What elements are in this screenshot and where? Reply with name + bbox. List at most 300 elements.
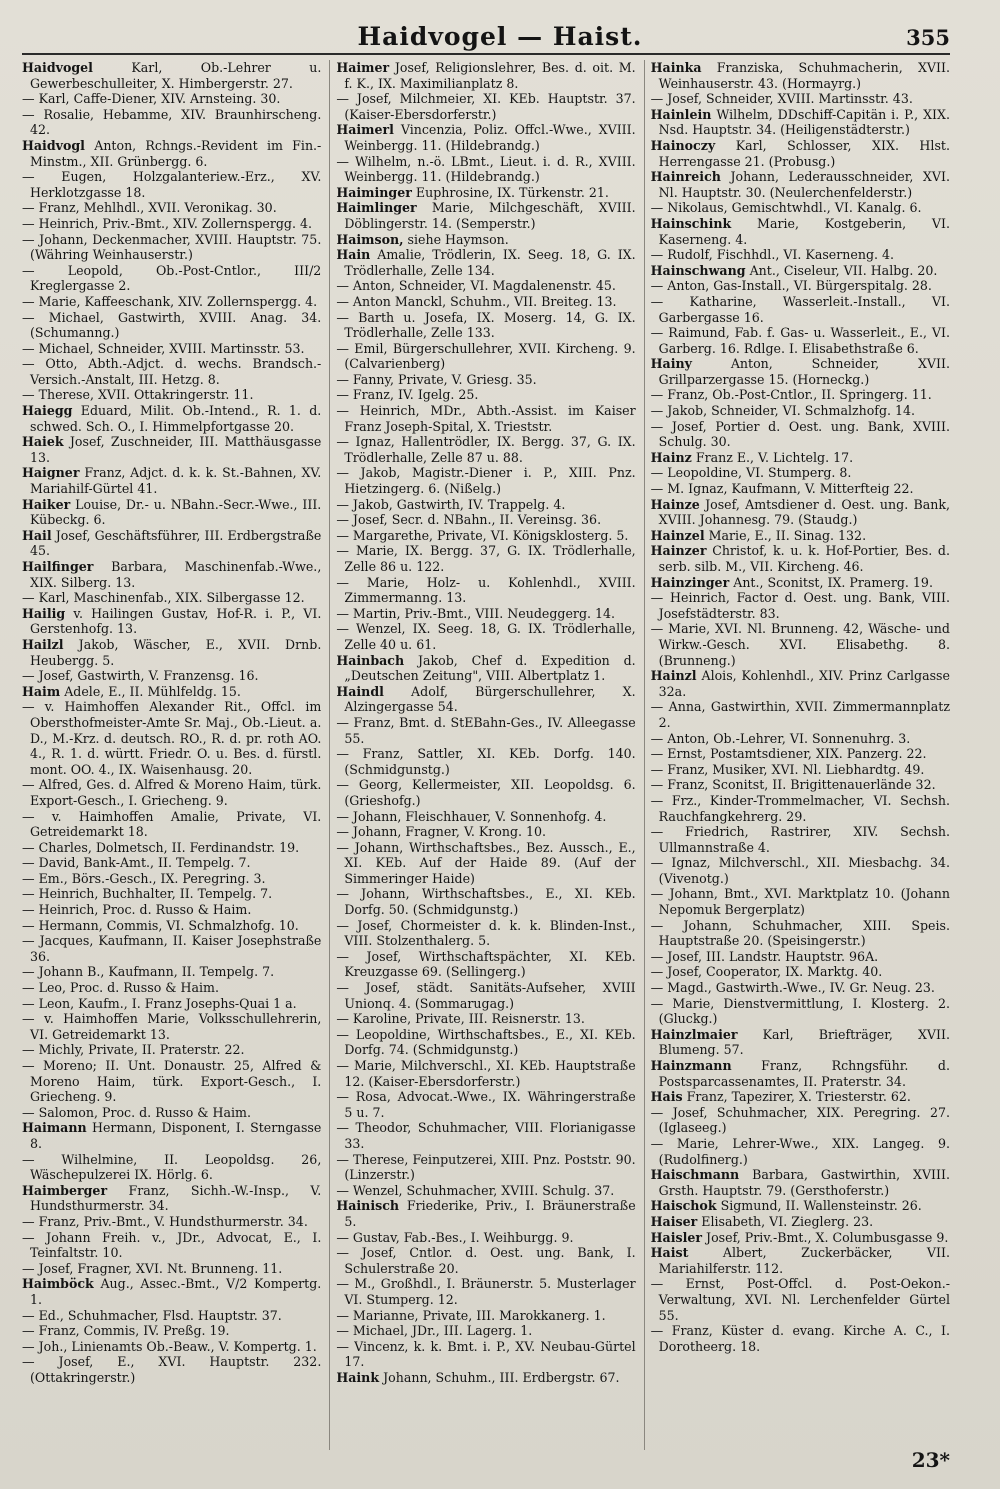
directory-entry [22, 1120, 321, 1151]
entry-details: — Martin, Priv.-Bmt., VIII. Neudeggerg. 14. [336, 605, 616, 621]
entry-details: — Marie, Dienstvermittlung, I. Klosterg. 2. (Gluckg.) [650, 995, 950, 1027]
directory-entry [336, 980, 635, 1011]
entry-details: Franz, Adjct. d. k. k. St.-Bahnen, XV. Mariahilf-Gürtel 41. [30, 465, 322, 497]
entry-surname: Haim [22, 683, 61, 699]
entry-surname: Hainzer [650, 543, 707, 559]
entry-details: — Michael, JDr., III. Lagerg. 1. [336, 1323, 533, 1339]
entry-surname: Haidvogl [22, 137, 85, 153]
entry-details: — Josef, Schneider, XVIII. Martinsstr. 43. [650, 91, 913, 107]
directory-entry [651, 263, 950, 279]
directory-entry [651, 1027, 950, 1058]
directory-entry [651, 980, 950, 996]
entry-details: — Leon, Kaufm., I. Franz Josephs-Quai 1 a. [22, 995, 297, 1011]
directory-entry [651, 590, 950, 621]
entry-surname: Haimböck [22, 1276, 94, 1292]
entry-details: — Karoline, Private, III. Reisnerstr. 13. [336, 1011, 585, 1027]
entry-details: — Josef, Gastwirth, V. Franzensg. 16. [22, 668, 259, 684]
directory-entry [336, 122, 635, 153]
entry-details: — Vincenz, k. k. Bmt. i. P., XV. Neubau-Gürtel 17. [336, 1338, 636, 1370]
entry-details: — Josef, Chormeister d. k. k. Blinden-Inst., VIII. Stolzenthalerg. 5. [336, 917, 636, 949]
directory-entry [651, 1230, 950, 1246]
entry-details: Friederike, Priv., I. Bräunerstraße 5. [344, 1198, 636, 1229]
directory-entry [336, 653, 635, 684]
directory-entry [336, 387, 635, 403]
directory-entry [22, 528, 321, 559]
page-title: Haidvogel — Haist. [357, 22, 643, 51]
directory-entry [651, 1105, 950, 1136]
entry-details: — Margarethe, Private, VI. Königsklosterg. 5. [336, 527, 629, 543]
entry-details: — Michael, Gastwirth, XVIII. Anag. 34. (Schumanng.) [22, 309, 322, 341]
directory-entry [336, 247, 635, 278]
entry-details: — v. Haimhoffen Alexander Rit., Offcl. im Obersthofmeister-Amte Sr. Maj., Ob.-Lieut. a. D., M.-Krz. d. deutsch. RO., R. d. pr. roth AO. 4., R. 1. d. württ. Friedr. O. u. Bes. d. fürstl. mont. OO. 4., IX. Waisenhausg. 20. [22, 699, 322, 777]
entry-surname: Hain [336, 247, 371, 263]
directory-entry [336, 1027, 635, 1058]
entry-details: — Michael, Schneider, XVIII. Martinsstr. 53. [22, 340, 305, 356]
directory-entry [22, 699, 321, 777]
entry-details: — Alfred, Ges. d. Alfred & Moreno Haim, türk. Export-Gesch., I. Griecheng. 9. [22, 777, 322, 808]
entry-surname: Hainy [650, 356, 692, 372]
entry-details: Elisabeth, VI. Zieglerg. 23. [701, 1213, 874, 1229]
entry-surname: Haiser [650, 1213, 698, 1229]
directory-entry [651, 746, 950, 762]
directory-entry [22, 1339, 321, 1355]
directory-entry [336, 918, 635, 949]
entry-details: — Leopold, Ob.-Post-Cntlor., III/2 Kreglergasse 2. [22, 262, 322, 294]
directory-entry [336, 1308, 635, 1324]
entry-surname: Hainka [650, 60, 702, 75]
directory-entry [651, 325, 950, 356]
directory-entry [651, 1323, 950, 1354]
directory-entry [336, 684, 635, 715]
directory-entry [336, 403, 635, 434]
directory-entry [336, 1011, 635, 1027]
directory-entry [336, 1120, 635, 1151]
entry-details: — Anna, Gastwirthin, XVII. Zimmermannplatz 2. [650, 699, 950, 730]
entry-details: — Therese, Feinputzerei, XIII. Pnz. Poststr. 90. (Linzerstr.) [336, 1151, 636, 1183]
directory-entry [651, 200, 950, 216]
entry-details: — Gustav, Fab.-Bes., I. Weihburgg. 9. [336, 1229, 574, 1245]
entry-details: — Moreno; II. Unt. Donaustr. 25, Alfred & Moreno Haim, türk. Export-Gesch., I. Griecheng. 9. [22, 1058, 322, 1105]
entry-details: v. Hailingen Gustav, Hof-R. i. P., VI. Gerstenhofg. 13. [30, 605, 322, 637]
entry-details: Franz E., V. Lichtelg. 17. [695, 449, 854, 465]
directory-entry [22, 1230, 321, 1261]
entry-surname: Hainz [650, 449, 692, 465]
entry-details: — Johann B., Kaufmann, II. Tempelg. 7. [22, 964, 275, 980]
entry-details: Jakob, Wäscher, E., XVII. Drnb. Heubergg. 5. [30, 636, 322, 668]
entry-details: — Franz, Bmt. d. StEBahn-Ges., IV. Alleegasse 55. [336, 714, 636, 746]
entry-details: — Franz, Sconitst, II. Brigittenauerlände 32. [650, 777, 936, 793]
directory-entry [651, 1198, 950, 1214]
entry-details: — Rosalie, Hebamme, XIV. Braunhirscheng. 42. [22, 106, 322, 138]
entry-details: — Magd., Gastwirth.-Wwe., IV. Gr. Neug. 23. [650, 980, 935, 996]
entry-surname: Hainoczy [650, 137, 716, 153]
entry-details: — Ed., Schuhmacher, Flsd. Hauptstr. 37. [22, 1307, 282, 1323]
entry-details: Johann, Schuhm., III. Erdbergstr. 67. [383, 1369, 620, 1385]
entry-details: — Heinrich, MDr., Abth.-Assist. im Kaiser Franz Joseph-Spital, X. Trieststr. [336, 403, 636, 434]
entry-details: Josef, Priv.-Bmt., X. Columbusgasse 9. [706, 1229, 949, 1245]
entry-surname: Hailzl [22, 636, 64, 652]
entry-details: — Heinrich, Proc. d. Russo & Haim. [22, 902, 252, 918]
directory-entry [336, 1058, 635, 1089]
entry-details: — Marie, IX. Bergg. 37, G. IX. Trödlerhalle, Zelle 86 u. 122. [336, 543, 636, 574]
entry-details: — Johann, Bmt., XVI. Marktplatz 10. (Johann Nepomuk Bergerplatz) [650, 886, 950, 918]
entry-details: — Theodor, Schuhmacher, VIII. Florianigasse 33. [336, 1120, 636, 1151]
entry-details: — Wenzel, IX. Seeg. 18, G. IX. Trödlerhalle, Zelle 40 u. 61. [336, 621, 636, 652]
entry-details: — Franz, Musiker, XVI. Nl. Liebhardtg. 49. [650, 761, 925, 777]
entry-details: — Fanny, Private, V. Griesg. 35. [336, 371, 537, 387]
entry-details: Christof, k. u. k. Hof-Portier, Bes. d. serb. silb. M., VII. Kircheng. 46. [658, 543, 950, 574]
entry-details: Aug., Assec.-Bmt., V/2 Kompertg. 1. [30, 1276, 322, 1307]
directory-entry [22, 232, 321, 263]
entry-details: — Franz, Commis, IV. Preßg. 19. [22, 1323, 230, 1339]
directory-entry [336, 621, 635, 652]
directory-entry [336, 497, 635, 513]
directory-entry [336, 1370, 635, 1386]
directory-entry [651, 1214, 950, 1230]
directory-entry [336, 341, 635, 372]
directory-entry [651, 497, 950, 528]
entry-surname: Haigner [22, 465, 80, 481]
entry-surname: Haiek [22, 434, 64, 450]
entry-details: — Franz, Mehlhdl., XVII. Veronikag. 30. [22, 200, 277, 216]
directory-entry [651, 543, 950, 574]
directory-entry [651, 575, 950, 591]
entry-details: — Johann, Schuhmacher, XIII. Speis. Hauptstraße 20. (Speisingerstr.) [650, 917, 950, 949]
entry-details: — Emil, Bürgerschullehrer, XVII. Kircheng. 9. (Calvarienberg) [336, 340, 636, 372]
entry-details: — Johann, Wirthschaftsbes., E., XI. KEb. Dorfg. 50. (Schmidgunstg.) [336, 886, 636, 918]
entry-surname: Hainschink [650, 215, 732, 231]
entry-details: Franz, Tapezirer, X. Triesterstr. 62. [686, 1089, 911, 1105]
entry-details: — Rudolf, Fischhdl., VI. Kaserneng. 4. [650, 247, 895, 263]
entry-surname: Hailig [22, 605, 66, 621]
entry-details: — Ignaz, Milchverschl., XII. Miesbachg. 34. (Vivenotg.) [650, 855, 950, 886]
entry-details: — Johann, Fragner, V. Krong. 10. [336, 824, 547, 840]
entry-details: — Georg, Kellermeister, XII. Leopoldsg. 6. (Grieshofg.) [336, 777, 636, 808]
entry-details: Albert, Zuckerbäcker, VII. Mariahilferstr. 112. [658, 1245, 950, 1276]
entry-surname: Haimerl [336, 122, 394, 138]
entry-details: — Anton, Schneider, VI. Magdalenenstr. 45. [336, 278, 616, 294]
directory-entry [22, 590, 321, 606]
directory-entry [651, 699, 950, 730]
entry-details: — Jakob, Gastwirth, IV. Trappelg. 4. [336, 496, 566, 512]
entry-surname: Haimson, [336, 231, 404, 247]
entry-details: — Joh., Linienamts Ob.-Beaw., V. Kompertg. 1. [22, 1338, 317, 1354]
entry-surname: Haisler [650, 1229, 703, 1245]
directory-entry [336, 60, 635, 91]
entry-details: — Josef, Wirthschaftspächter, XI. KEb. Kreuzgasse 69. (Sellingerg.) [336, 948, 636, 980]
directory-entry [651, 621, 950, 668]
directory-entry [22, 1152, 321, 1183]
entry-details: — Barth u. Josefa, IX. Moserg. 14, G. IX. Trödlerhalle, Zelle 133. [336, 309, 636, 341]
entry-surname: Hainze [650, 496, 700, 512]
entry-details: — M., Großhdl., I. Bräunerstr. 5. Musterlager VI. Stumperg. 12. [336, 1276, 636, 1307]
directory-entry [336, 310, 635, 341]
signature-mark: 23* [911, 1448, 950, 1472]
directory-entry [22, 1354, 321, 1385]
directory-entry [22, 1308, 321, 1324]
entry-details: — Josef, Milchmeier, XI. KEb. Hauptstr. 37. (Kaiser-Ebersdorferstr.) [336, 91, 636, 122]
entry-details: — Raimund, Fab. f. Gas- u. Wasserleit., E., VI. Garberg. 16. Rdlge. I. Elisabethstraße 6. [650, 325, 950, 356]
entry-details: — Johann, Fleischhauer, V. Sonnenhofg. 4. [336, 808, 607, 824]
entry-surname: Haiker [22, 496, 71, 512]
directory-entry [22, 138, 321, 169]
entry-details: Josef, Zuschneider, III. Matthäusgasse 13. [30, 434, 322, 465]
directory-entry [336, 232, 635, 248]
entry-details: — Rosa, Advocat.-Wwe., IX. Währingerstraße 5 u. 7. [336, 1089, 636, 1120]
entry-details: — Otto, Abth.-Adjct. d. wechs. Brandsch.-Versich.-Anstalt, III. Hetzg. 8. [22, 356, 322, 387]
entry-details: Barbara, Maschinenfab.-Wwe., XIX. Silberg. 13. [30, 559, 322, 590]
directory-entry [651, 138, 950, 169]
directory-entry [22, 840, 321, 856]
directory-entry [336, 886, 635, 917]
column-1 [22, 60, 321, 1450]
entry-surname: Haidvogel [22, 60, 93, 75]
directory-entry [336, 372, 635, 388]
directory-entry [651, 1167, 950, 1198]
entry-details: Marie, E., II. Sinag. 132. [708, 527, 867, 543]
entry-details: Jakob, Chef d. Expedition d. „Deutschen Zeitung", VIII. Albertplatz 1. [344, 652, 636, 684]
entry-details: — Friedrich, Rastrirer, XIV. Sechsh. Ullmannstraße 4. [650, 824, 950, 855]
directory-entry [336, 1183, 635, 1199]
entry-details: — Em., Börs.-Gesch., IX. Peregring. 3. [22, 870, 266, 886]
directory-entry [651, 278, 950, 294]
entry-details: — David, Bank-Amt., II. Tempelg. 7. [22, 855, 251, 871]
entry-details: Euphrosine, IX. Türkenstr. 21. [415, 184, 609, 200]
entry-details: — Marie, Holz- u. Kohlenhdl., XVIII. Zimmermanng. 13. [336, 574, 636, 606]
directory-entry [651, 996, 950, 1027]
directory-entry [22, 1011, 321, 1042]
directory-entry [336, 91, 635, 122]
entry-surname: Hainbach [336, 652, 405, 668]
directory-entry [651, 949, 950, 965]
entry-surname: Hainlein [650, 106, 712, 122]
directory-entry [651, 247, 950, 263]
directory-entry [22, 559, 321, 590]
entry-details: Franz, Rchngsführ. d. Postsparcassenamtes, II. Praterstr. 34. [658, 1058, 950, 1089]
entry-surname: Hainzmann [650, 1058, 732, 1073]
directory-entry [336, 1339, 635, 1370]
column-2 [329, 60, 635, 1450]
entry-details: — Katharine, Wasserleit.-Install., VI. Garbergasse 16. [650, 293, 950, 325]
entry-details: — Josef, Portier d. Oest. ung. Bank, XVIII. Schulg. 30. [650, 418, 950, 450]
directory-entry [22, 855, 321, 871]
entry-details: Josef, Geschäftsführer, III. Erdbergstraße 45. [30, 527, 322, 559]
column-3 [644, 60, 950, 1450]
directory-entry [22, 1214, 321, 1230]
entry-details: — Karl, Maschinenfab., XIX. Silbergasse 12. [22, 590, 305, 606]
directory-entry [651, 169, 950, 200]
entry-details: Karl, Briefträger, XVII. Blumeng. 57. [658, 1026, 950, 1058]
entry-details: — Marie, Milchverschl., XI. KEb. Hauptstraße 12. (Kaiser-Ebersdorferstr.) [336, 1058, 636, 1089]
directory-entry [22, 465, 321, 496]
entry-details: Marie, Kostgeberin, VI. Kaserneng. 4. [658, 215, 950, 247]
directory-entry [22, 606, 321, 637]
entry-details: — Eugen, Holzgalanteriew.-Erz., XV. Herklotzgasse 18. [22, 169, 322, 200]
entry-details: — Franz, Sattler, XI. KEb. Dorfg. 140. (Schmidgunstg.) [336, 746, 636, 777]
directory-entry [651, 777, 950, 793]
columns [22, 60, 950, 1450]
entry-surname: Haischok [650, 1198, 717, 1214]
directory-entry [336, 185, 635, 201]
directory-entry [651, 356, 950, 387]
entry-details: Franziska, Schuhmacherin, XVII. Weinhauserstr. 43. (Hormayrg.) [658, 60, 950, 91]
entry-details: — M. Ignaz, Kaufmann, V. Mitterfteig 22. [650, 481, 914, 497]
entry-details: Vincenzia, Poliz. Offcl.-Wwe., XVIII. Weinbergg. 11. (Hildebrandg.) [344, 122, 636, 153]
entry-details: — Nikolaus, Gemischtwhdl., VI. Kanalg. 6. [650, 200, 922, 216]
directory-entry [22, 684, 321, 700]
directory-entry [336, 824, 635, 840]
directory-entry [22, 886, 321, 902]
entry-details: — Wenzel, Schuhmacher, XVIII. Schulg. 37. [336, 1182, 615, 1198]
directory-entry [22, 263, 321, 294]
entry-details: — Marie, Kaffeeschank, XIV. Zollernspergg. 4. [22, 293, 318, 309]
entry-details: — Michly, Private, II. Praterstr. 22. [22, 1042, 245, 1058]
entry-details: — Josef, III. Landstr. Hauptstr. 96A. [650, 948, 879, 964]
entry-surname: Hainzl [650, 668, 697, 684]
entry-details: — Josef, Secr. d. NBahn., II. Vereinsg. 36. [336, 512, 602, 528]
directory-entry [336, 200, 635, 231]
entry-surname: Haist [650, 1245, 689, 1261]
directory-entry [22, 169, 321, 200]
entry-details: — Heinrich, Buchhalter, II. Tempelg. 7. [22, 886, 273, 902]
directory-entry [651, 419, 950, 450]
directory-entry [22, 107, 321, 138]
page-number: 355 [906, 25, 950, 50]
entry-surname: Hainschwang [650, 262, 746, 278]
entry-surname: Haischmann [650, 1167, 740, 1183]
entry-details: — Josef, Schuhmacher, XIX. Peregring. 27. (Iglaseeg.) [650, 1104, 950, 1136]
directory-entry [336, 746, 635, 777]
entry-details: — Heinrich, Priv.-Bmt., XIV. Zollernspergg. 4. [22, 215, 313, 231]
directory-entry [336, 1323, 635, 1339]
directory-entry [651, 668, 950, 699]
entry-surname: Haindl [336, 683, 384, 699]
directory-entry [336, 1152, 635, 1183]
entry-details: — Josef, Cntlor. d. Oest. ung. Bank, I. Schulerstraße 20. [336, 1245, 636, 1276]
entry-details: — Wilhelm, n.-ö. LBmt., Lieut. i. d. R., XVIII. Weinbergg. 11. (Hildebrandg.) [336, 153, 636, 185]
entry-details: Josef, Amtsdiener d. Oest. ung. Bank, XVIII. Johannesg. 79. (Staudg.) [658, 496, 950, 528]
directory-entry [336, 154, 635, 185]
directory-entry [651, 91, 950, 107]
entry-surname: Hail [22, 527, 52, 543]
directory-entry [336, 1198, 635, 1229]
entry-details: — Josef, Fragner, XVI. Nt. Brunneng. 11. [22, 1260, 283, 1276]
directory-entry [651, 403, 950, 419]
directory-entry [22, 1042, 321, 1058]
directory-entry [22, 777, 321, 808]
directory-entry [651, 1089, 950, 1105]
directory-entry [651, 465, 950, 481]
directory-entry [651, 964, 950, 980]
entry-surname: Haimberger [22, 1182, 108, 1198]
directory-entry [336, 512, 635, 528]
directory-entry [22, 497, 321, 528]
directory-entry [22, 1323, 321, 1339]
entry-details: Alois, Kohlenhdl., XIV. Prinz Carlgasse 32a. [658, 668, 950, 699]
directory-entry [336, 434, 635, 465]
directory-entry [22, 200, 321, 216]
entry-details: — Karl, Caffe-Diener, XIV. Arnsteing. 30. [22, 91, 281, 107]
entry-details: siehe Haymson. [407, 231, 509, 247]
entry-details: Louise, Dr.- u. NBahn.-Secr.-Wwe., III. Kübeckg. 6. [30, 496, 322, 528]
entry-details: — Franz, Priv.-Bmt., V. Hundsthurmerstr. 34. [22, 1213, 308, 1229]
directory-entry [22, 403, 321, 434]
entry-surname: Hainisch [336, 1198, 400, 1214]
entry-details: — Franz, IV. Igelg. 25. [336, 387, 479, 403]
entry-details: — Jakob, Schneider, VI. Schmalzhofg. 14. [650, 403, 916, 419]
directory-entry [651, 450, 950, 466]
directory-entry [22, 918, 321, 934]
directory-entry [22, 902, 321, 918]
directory-entry [22, 871, 321, 887]
directory-entry [336, 840, 635, 887]
directory-entry [22, 1276, 321, 1307]
entry-details: Franz, Sichh.-W.-Insp., V. Hundsthurmerstr. 34. [30, 1182, 322, 1214]
directory-entry [22, 1183, 321, 1214]
entry-details: — Ignaz, Hallentrödler, IX. Bergg. 37, G. IX. Trödlerhalle, Zelle 87 u. 88. [336, 434, 636, 465]
directory-entry [651, 107, 950, 138]
directory-entry [22, 310, 321, 341]
directory-entry [651, 731, 950, 747]
entry-details: Barbara, Gastwirthin, XVIII. Grsth. Hauptstr. 79. (Gersthoferstr.) [658, 1167, 950, 1198]
entry-details: — Charles, Dolmetsch, II. Ferdinandstr. 19. [22, 839, 300, 855]
directory-entry [651, 1058, 950, 1089]
directory-entry [22, 1105, 321, 1121]
directory-entry [22, 637, 321, 668]
entry-details: Anton, Rchngs.-Revident im Fin.-Minstm., XII. Grünbergg. 6. [30, 137, 322, 169]
entry-details: Josef, Religionslehrer, Bes. d. oit. M. f. K., IX. Maximilianplatz 8. [344, 60, 636, 91]
entry-details: — Josef, E., XVI. Hauptstr. 232. (Ottakringerstr.) [22, 1354, 322, 1385]
entry-surname: Haimlinger [336, 200, 417, 216]
directory-entry [22, 294, 321, 310]
directory-entry [651, 793, 950, 824]
directory-entry [336, 294, 635, 310]
directory-entry [336, 1230, 635, 1246]
directory-entry [22, 216, 321, 232]
directory-entry [22, 668, 321, 684]
entry-details: — Marianne, Private, III. Marokkanerg. 1. [336, 1307, 606, 1323]
entry-details: Ant., Sconitst, IX. Pramerg. 19. [733, 574, 933, 590]
entry-details: — Hermann, Commis, VI. Schmalzhofg. 10. [22, 917, 299, 933]
entry-details: — Franz, Küster d. evang. Kirche A. C., I. Dorotheerg. 18. [650, 1323, 950, 1354]
directory-entry [22, 356, 321, 387]
entry-details: — Salomon, Proc. d. Russo & Haim. [22, 1104, 251, 1120]
directory-entry [336, 543, 635, 574]
entry-details: Karl, Schlosser, XIX. Hlst. Herrengasse 21. (Probusg.) [658, 137, 950, 169]
directory-entry [22, 980, 321, 996]
directory-entry [651, 216, 950, 247]
directory-entry [336, 1245, 635, 1276]
directory-entry [22, 60, 321, 91]
directory-entry [22, 387, 321, 403]
entry-details: — Marie, Lehrer-Wwe., XIX. Langeg. 9. (Rudolfinerg.) [650, 1135, 950, 1167]
entry-details: Adolf, Bürgerschullehrer, X. Alzingergasse 54. [344, 683, 636, 715]
entry-details: — Wilhelmine, II. Leopoldsg. 26, Wäschepulzerei IX. Hörlg. 6. [22, 1151, 322, 1183]
entry-details: — Therese, XVII. Ottakringerstr. 11. [22, 387, 254, 403]
directory-entry [22, 341, 321, 357]
entry-details: Johann, Lederausschneider, XVI. Nl. Hauptstr. 30. (Neulerchenfelderstr.) [658, 169, 950, 200]
directory-entry [651, 918, 950, 949]
entry-details: — Josef, Cooperator, IX. Marktg. 40. [650, 964, 883, 980]
directory-entry [22, 933, 321, 964]
entry-details: Anton, Schneider, XVII. Grillparzergasse 15. (Horneckg.) [658, 356, 950, 387]
entry-details: — Franz, Ob.-Post-Cntlor., II. Springerg. 11. [650, 387, 932, 403]
directory-entry [651, 1136, 950, 1167]
entry-details: — Johann, Wirthschaftsbes., Bez. Aussch., E., XI. KEb. Auf der Haide 89. (Auf der Simmeringer Haide) [336, 839, 636, 886]
entry-surname: Hainzlmaier [650, 1026, 738, 1042]
entry-details: — Marie, XVI. Nl. Brunneng. 42, Wäsche- und Wirkw.-Gesch. XVI. Elisabethg. 8. (Brunneng.) [650, 621, 950, 668]
entry-details: — Leopoldine, Wirthschaftsbes., E., XI. KEb. Dorfg. 74. (Schmidgunstg.) [336, 1026, 636, 1058]
